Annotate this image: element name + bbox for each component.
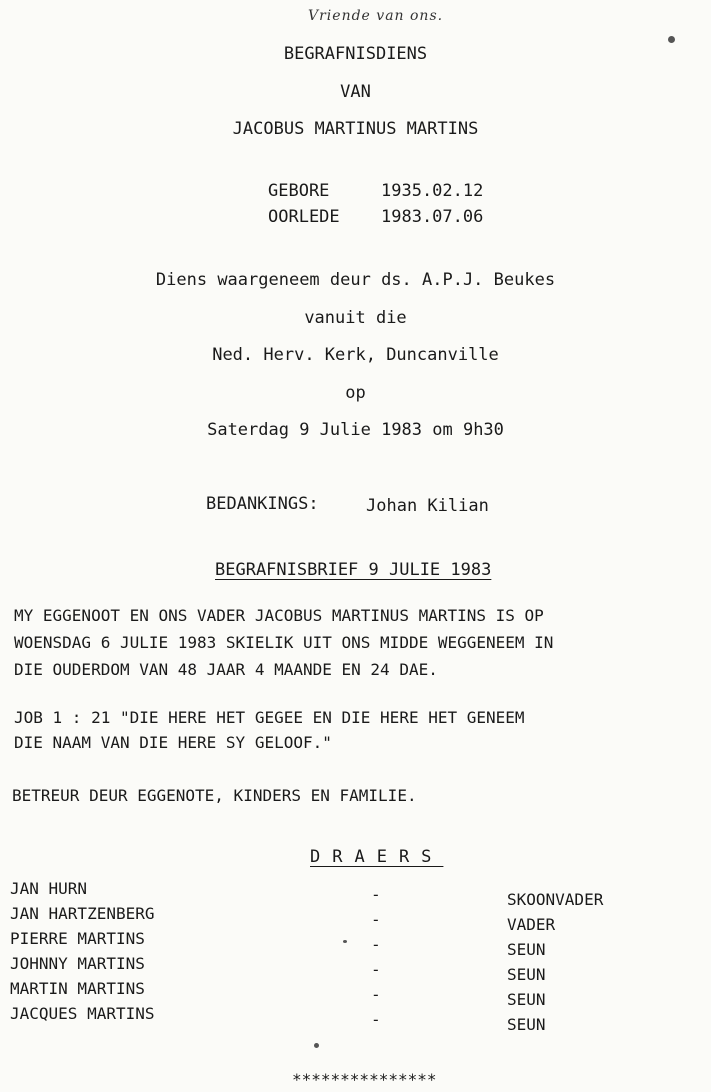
bearer-name: MARTIN MARTINS [10, 979, 145, 998]
bearer-name: PIERRE MARTINS [10, 929, 145, 948]
service-from: vanuit die [304, 308, 407, 328]
bearer-dash: - [371, 935, 381, 954]
title-line-1: BEGRAFNISDIENS [283, 44, 428, 64]
bearer-name: JACQUES MARTINS [10, 1004, 155, 1023]
service-officiant: Diens waargeneem deur ds. A.P.J. Beukes [155, 270, 556, 290]
bearer-relation: SEUN [507, 940, 546, 959]
service-datetime: Saterdag 9 Julie 1983 om 9h30 [207, 420, 504, 440]
bearer-dash: - [371, 885, 381, 904]
letter-title: BEGRAFNISBRIEF 9 JULIE 1983 [215, 560, 492, 580]
speck-mark [668, 36, 675, 43]
died-label: OORLEDE [268, 207, 340, 227]
deceased-name: JACOBUS MARTINUS MARTINS [232, 119, 479, 139]
born-label: GEBORE [268, 181, 330, 201]
bearer-dash: - [371, 1010, 381, 1029]
service-on: op [345, 383, 366, 403]
speck-mark [343, 940, 347, 943]
speck-mark [314, 1043, 319, 1048]
thanks-name: Johan Kilian [366, 496, 489, 516]
letter-paragraph-1-line-3: DIE OUDERDOM VAN 48 JAAR 4 MAANDE EN 24 DAE. [14, 660, 438, 679]
letter-paragraph-1-line-2: WOENSDAG 6 JULIE 1983 SKIELIK UIT ONS MIDDE WEGGENEEM IN [14, 633, 554, 652]
died-date: 1983.07.06 [381, 207, 484, 227]
bearer-dash: - [371, 985, 381, 1004]
bearer-relation: SEUN [507, 990, 546, 1009]
bearer-name: JAN HURN [10, 879, 88, 898]
scripture-line-2: DIE NAAM VAN DIE HERE SY GELOOF." [14, 733, 332, 752]
bearers-title: DRAERS [310, 847, 444, 867]
bearer-name: JOHNNY MARTINS [10, 954, 145, 973]
handwritten-note: Vriende van ons. [308, 8, 444, 24]
bearer-relation: SKOONVADER [507, 890, 604, 909]
bearer-dash: - [371, 960, 381, 979]
title-line-2: VAN [340, 82, 371, 102]
born-date: 1935.02.12 [381, 181, 484, 201]
letter-paragraph-1-line-1: MY EGGENOOT EN ONS VADER JACOBUS MARTINUS MARTINS IS OP [14, 606, 544, 625]
service-church: Ned. Herv. Kerk, Duncanville [212, 345, 499, 365]
bearer-relation: SEUN [507, 1015, 546, 1034]
bearer-name: JAN HARTZENBERG [10, 904, 155, 923]
closing-asterisks: *************** [292, 1070, 437, 1089]
mourners-line: BETREUR DEUR EGGENOTE, KINDERS EN FAMILIE. [12, 786, 417, 805]
bearer-dash: - [371, 910, 381, 929]
thanks-label: BEDANKINGS: [206, 494, 319, 514]
scripture-line-1: JOB 1 : 21 "DIE HERE HET GEGEE EN DIE HERE HET GENEEM [14, 708, 525, 727]
bearer-relation: SEUN [507, 965, 546, 984]
bearer-relation: VADER [507, 915, 556, 934]
